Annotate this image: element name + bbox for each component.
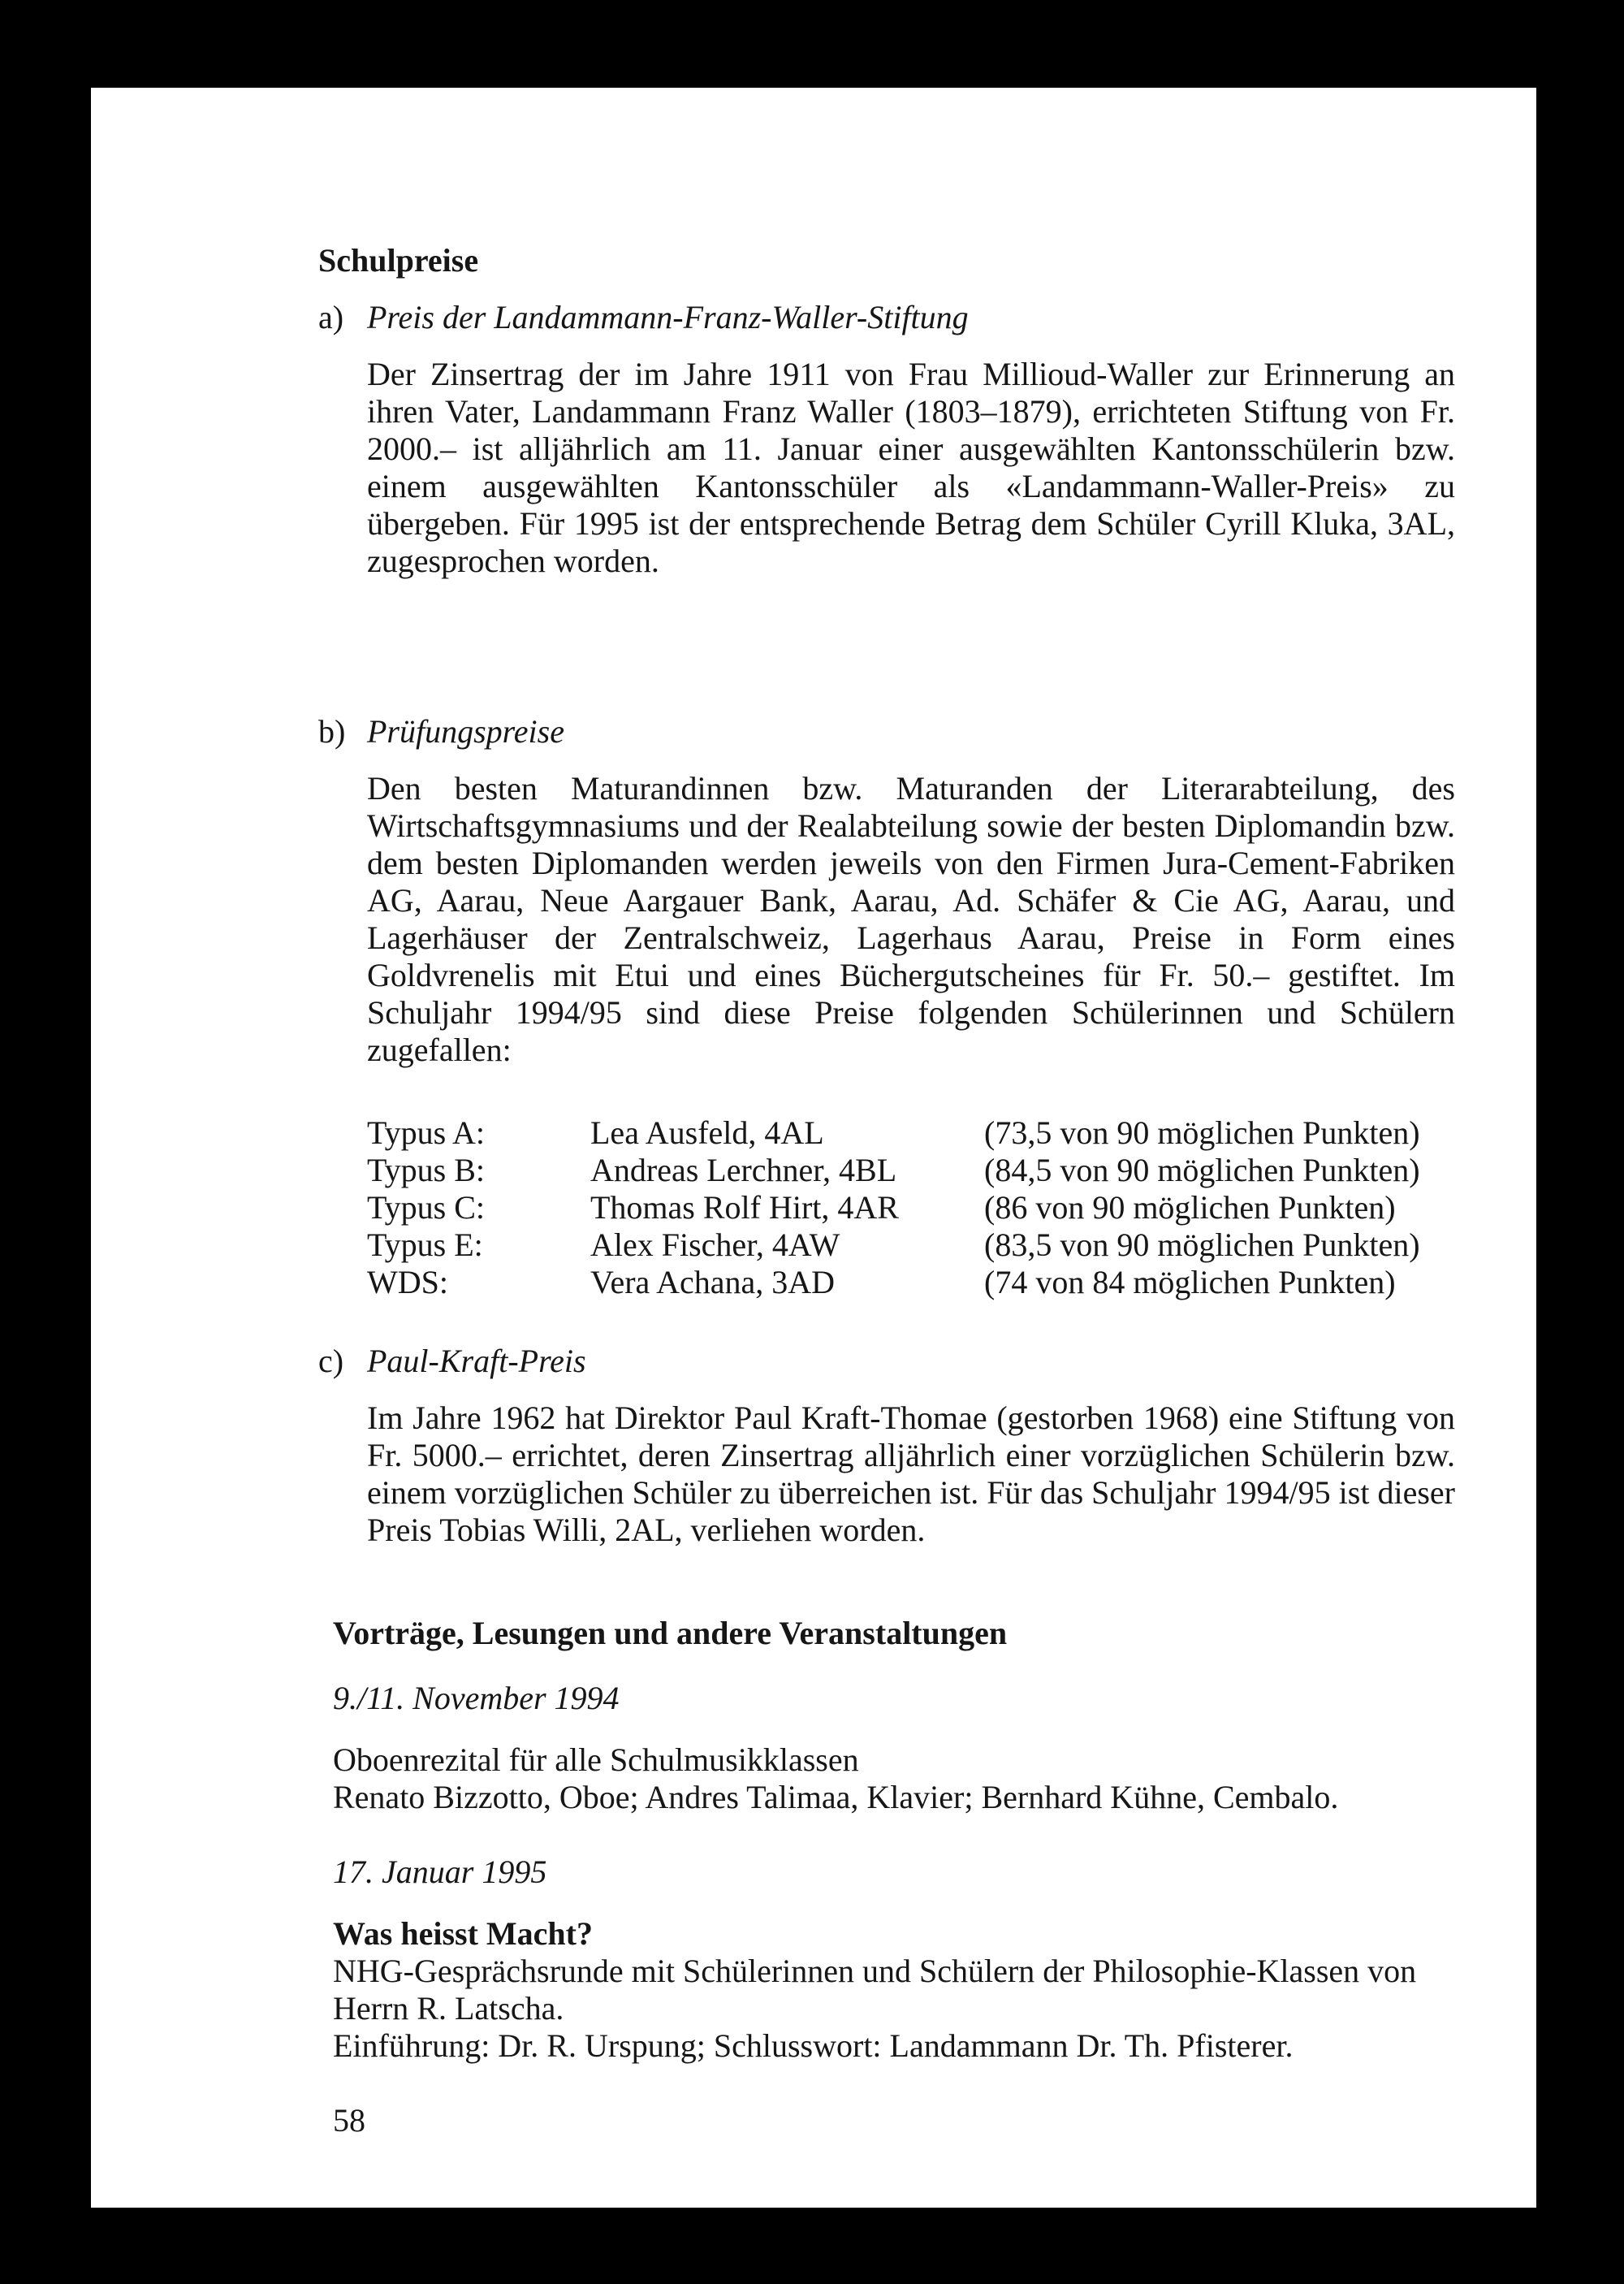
event2-date: 17. Januar 1995 bbox=[333, 1854, 547, 1890]
prize-a-title: Preis der Landammann-Franz-Waller-Stiftung bbox=[367, 299, 969, 335]
prize-a-marker: a) bbox=[318, 299, 344, 335]
prize-b-text: Den besten Maturandinnen bzw. Maturanden der Literarabteilung, des Wirtschaftsgymnasiums und der Realabteilung sowie der besten Diplomandin bzw. dem besten Diplomanden werden jeweils von den Firmen Jura-Cement-Fabriken AG, Aarau, Neue Aargauer Bank, Aarau, Ad. Schäfer & Cie AG, Aarau, und Lagerhäuser der Zentralschweiz, Lagerhaus Aarau, Preise in Form eines Goldvrenelis mit Etui und eines Büchergutscheines für Fr. 50.– gestiftet. Im Schuljahr 1994/95 sind diese Preise folgenden Schülerinnen und Schülern zugefallen: bbox=[367, 770, 1455, 1068]
winner-points: (74 von 84 möglichen Punkten) bbox=[984, 1264, 1396, 1300]
prize-a-text: Der Zinsertrag der im Jahre 1911 von Frau Millioud-Waller zur Erinnerung an ihren Vater, Landammann Franz Waller (1803–1879), errichteten Stiftung von Fr. 2000.– ist alljährlich am 11. Januar einer ausgewählten Kantonsschülerin bzw. einem ausgewählten Kantonsschüler als «Landammann-Waller-Preis» zu übergeben. Für 1995 ist der entsprechende Betrag dem Schüler Cyrill Kluka, 3AL, zugesprochen worden. bbox=[367, 356, 1455, 579]
event2-line1: NHG-Gesprächsrunde mit Schülerinnen und Schülern der Philosophie-Klassen von Herrn R. Latscha. bbox=[333, 1953, 1417, 2027]
winner-name: Thomas Rolf Hirt, 4AR bbox=[590, 1189, 899, 1226]
winners-table bbox=[367, 1114, 1455, 1309]
winner-name: Andreas Lerchner, 4BL bbox=[590, 1152, 897, 1188]
event1-date: 9./11. November 1994 bbox=[333, 1680, 620, 1716]
event2-title: Was heisst Macht? bbox=[333, 1915, 593, 1952]
winner-name: Vera Achana, 3AD bbox=[590, 1264, 835, 1300]
winner-points: (83,5 von 90 möglichen Punkten) bbox=[984, 1226, 1420, 1263]
winner-points: (86 von 90 möglichen Punkten) bbox=[984, 1189, 1396, 1226]
prize-b-title: Prüfungspreise bbox=[367, 713, 564, 750]
winner-name: Lea Ausfeld, 4AL bbox=[590, 1114, 824, 1151]
winner-points: (84,5 von 90 möglichen Punkten) bbox=[984, 1152, 1420, 1188]
winner-type: Typus B: bbox=[367, 1152, 485, 1188]
prize-c-title: Paul-Kraft-Preis bbox=[367, 1343, 586, 1379]
section-heading-schulpreise: Schulpreise bbox=[318, 242, 479, 279]
winner-name: Alex Fischer, 4AW bbox=[590, 1226, 840, 1263]
event1-line2: Renato Bizzotto, Oboe; Andres Talimaa, Klavier; Bernhard Kühne, Cembalo. bbox=[333, 1779, 1339, 1815]
winner-type: Typus E: bbox=[367, 1226, 483, 1263]
section-heading-veranstaltungen: Vorträge, Lesungen und andere Veranstaltungen bbox=[333, 1615, 1008, 1651]
winner-points: (73,5 von 90 möglichen Punkten) bbox=[984, 1114, 1420, 1151]
prize-c-text: Im Jahre 1962 hat Direktor Paul Kraft-Thomae (gestorben 1968) eine Stiftung von Fr. 5000.– errichtet, deren Zinsertrag alljährlich einer vorzüglichen Schülerin bzw. einem vorzüglichen Schüler zu überreichen ist. Für das Schuljahr 1994/95 ist dieser Preis Tobias Willi, 2AL, verliehen worden. bbox=[367, 1399, 1455, 1548]
winner-type: WDS: bbox=[367, 1264, 448, 1300]
document-page bbox=[91, 88, 1536, 2208]
page-number: 58 bbox=[333, 2102, 365, 2139]
event1-line1: Oboenrezital für alle Schulmusikklassen bbox=[333, 1741, 859, 1778]
winner-type: Typus C: bbox=[367, 1189, 485, 1226]
prize-b-marker: b) bbox=[318, 713, 346, 750]
event2-line2: Einführung: Dr. R. Urspung; Schlusswort: Landammann Dr. Th. Pfisterer. bbox=[333, 2027, 1294, 2064]
prize-c-marker: c) bbox=[318, 1343, 344, 1379]
winner-type: Typus A: bbox=[367, 1114, 485, 1151]
